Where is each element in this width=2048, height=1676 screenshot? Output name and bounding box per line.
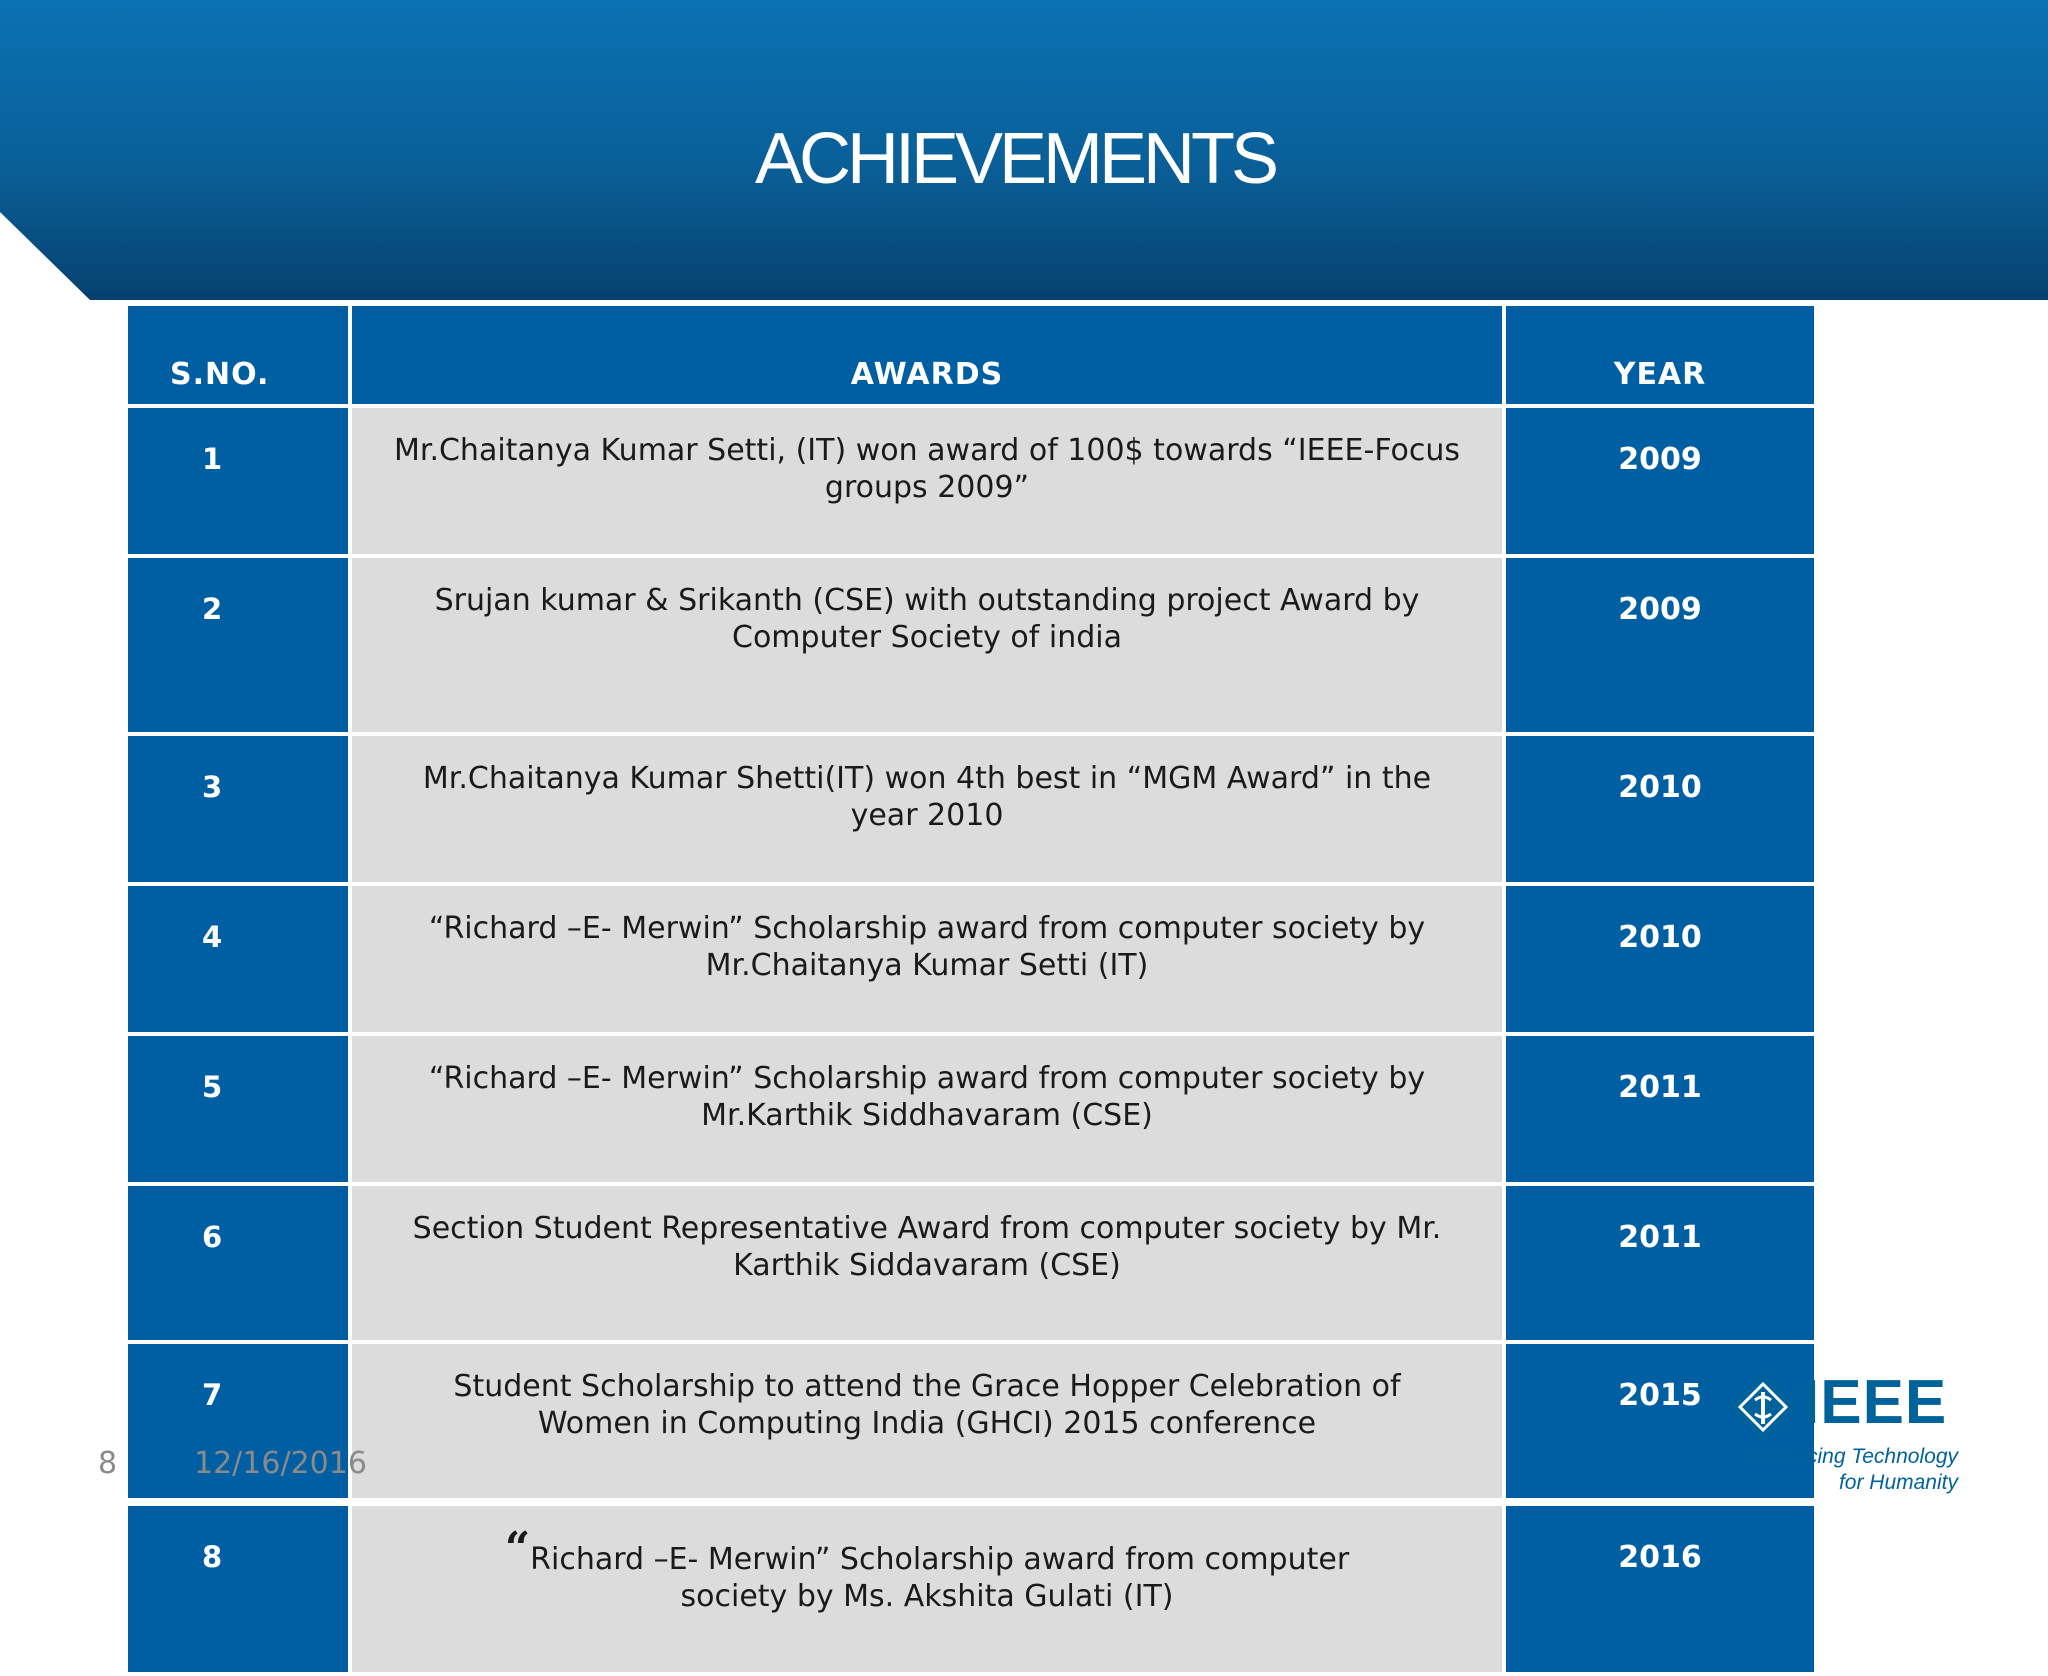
row-award-text: Richard –E- Merwin” Scholarship award from computer society by Ms. Akshita Gulati (IT) [530, 1542, 1350, 1614]
ieee-wordmark: IEEE [1802, 1368, 1948, 1437]
table-header-row [128, 306, 1814, 404]
tagline-line-1: Advancing Technology [1747, 1445, 1958, 1468]
table-row [128, 1186, 1814, 1340]
row-year: 2011 [1506, 1186, 1814, 1340]
row-award [352, 408, 1502, 554]
row-award-text: Mr.Chaitanya Kumar Shetti(IT) won 4th best in “MGM Award” in the year 2010 [422, 761, 1432, 833]
row-year: 2009 [1506, 408, 1814, 554]
ieee-logo [1720, 1370, 1960, 1500]
slide-title: ACHIEVEMENTS [754, 119, 1276, 199]
table-row [128, 558, 1814, 732]
ieee-tagline [1724, 1444, 1958, 1496]
row-year: 2015 [1506, 1344, 1814, 1498]
row-sno: 8 [128, 1506, 348, 1672]
row-sno: 7 [128, 1344, 348, 1498]
table-row [128, 1506, 1814, 1672]
row-year: 2011 [1506, 1036, 1814, 1182]
row-award-text: Srujan kumar & Srikanth (CSE) with outstanding project Award by Computer Society of india [434, 583, 1420, 655]
row-award-text: “Richard –E- Merwin” Scholarship award from computer society by Mr.Chaitanya Kumar Setti (IT) [428, 911, 1426, 983]
table-row [128, 1036, 1814, 1182]
slide-date: 12/16/2016 [194, 1446, 367, 1481]
row-year: 2010 [1506, 886, 1814, 1032]
table-row [128, 1344, 1814, 1498]
row-sno: 5 [128, 1036, 348, 1182]
row-year: 2009 [1506, 558, 1814, 732]
page-number: 8 [98, 1446, 118, 1481]
row-award [352, 736, 1502, 882]
row-award [352, 886, 1502, 1032]
row-award [352, 1344, 1502, 1498]
tagline-line-2: for Humanity [1838, 1471, 1958, 1494]
row-year: 2010 [1506, 736, 1814, 882]
row-award-text: Student Scholarship to attend the Grace Hopper Celebration of Women in Computing India (GHCI) 2015 conference [453, 1369, 1401, 1441]
row-award-text: Section Student Representative Award from computer society by Mr. Karthik Siddavaram (CSE) [412, 1211, 1442, 1283]
table-row [128, 886, 1814, 1032]
row-sno: 4 [128, 886, 348, 1032]
row-award-text: “Richard –E- Merwin” Scholarship award from computer society by Mr.Karthik Siddhavaram (CSE) [428, 1061, 1426, 1133]
row-award-text: Mr.Chaitanya Kumar Setti, (IT) won award of 100$ towards “IEEE-Focus groups 2009” [393, 433, 1460, 505]
header-year: YEAR [1506, 306, 1814, 404]
achievements-table [124, 302, 1818, 1676]
header-awards: AWARDS [352, 306, 1502, 404]
header-sno: S.NO. [128, 306, 348, 404]
row-sno: 2 [128, 558, 348, 732]
open-quote-glyph: “ [504, 1523, 531, 1574]
row-sno: 3 [128, 736, 348, 882]
table-row [128, 736, 1814, 882]
row-sno: 6 [128, 1186, 348, 1340]
row-year: 2016 [1506, 1506, 1814, 1672]
row-award [352, 1186, 1502, 1340]
ieee-diamond-icon [1726, 1370, 1800, 1444]
row-sno: 1 [128, 408, 348, 554]
table-row [128, 408, 1814, 554]
row-award [352, 1036, 1502, 1182]
row-award [352, 1506, 1502, 1672]
row-award [352, 558, 1502, 732]
